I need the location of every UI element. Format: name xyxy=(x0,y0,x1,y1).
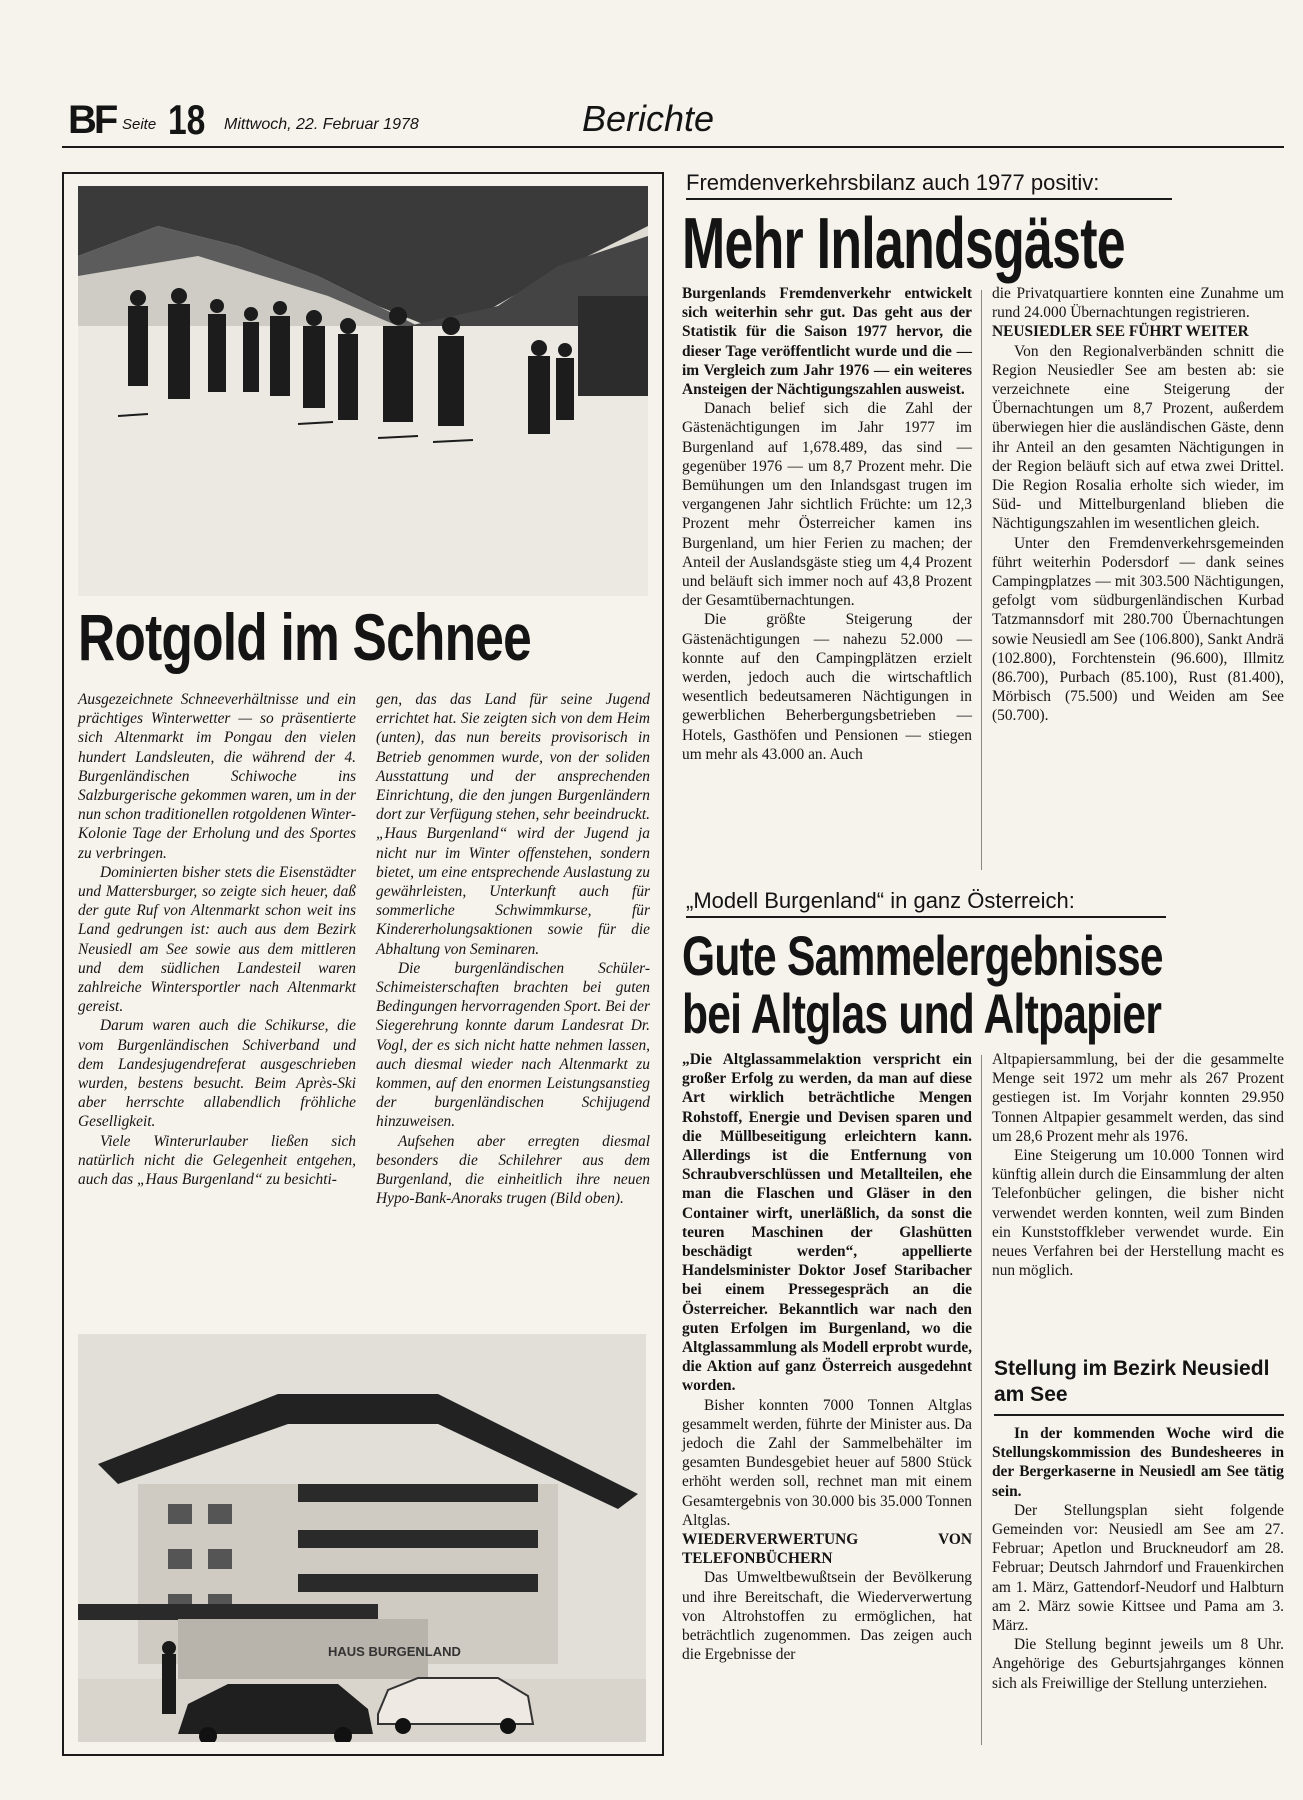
left-para-2: Dominierten bisher stets die Eisenstädter und Mattersburger, so zeigte sich heuer, daß der gute Ruf von Altenmarkt schon weit ins Land gedrungen ist: auch aus dem Bezirk Neusiedl am See sowie aus dem mittleren und dem südlichen Landesteil waren zahlreiche Wintersportler nach Altenmarkt gereist. xyxy=(78,863,356,1016)
tourism-col-2 xyxy=(992,284,1284,726)
tourism-col-1 xyxy=(682,284,972,764)
left-para-4: Viele Winterurlauber ließen sich natürlich nicht die Gelegenheit entgehen, auch das „Haus Burgenland“ zu besichti- xyxy=(78,1132,356,1189)
tourism-para-1: Danach belief sich die Zahl der Gästenächtigungen im Jahr 1977 im Burgenland auf 1,678.489, das sind — gegenüber 1976 — um 8,7 Prozent mehr. Die Bemühungen um den Inlandsgast trugen im vergangenen Jahr sichtlich Früchte: um 12,3 Prozent mehr Österreicher kamen ins Burgenland, um hier Ferien zu machen; der Anteil der Auslandsgäste stieg um 4,4 Prozent und beläuft sich immer noch auf 43,8 Prozent der Gesamtübernachtungen. xyxy=(682,400,972,610)
page-number: 18 xyxy=(168,96,206,143)
newspaper-logo: BF xyxy=(68,98,116,142)
left-para-3: Darum waren auch die Schikurse, die vom Burgenländischen Schiverband und dem Landesjugendreferat ausgeschrieben wurden, bestens besucht. Beim Après-Ski aber herrschte allabendlich fröhliche Geselligkeit. xyxy=(78,1017,356,1131)
tourism-lead: Burgenlands Fremdenverkehr entwickelt sich weiterhin sehr gut. Das geht aus der Statistik für die Saison 1977 hervor, die dieser Tage veröffentlicht wurde und die — im Vergleich zum Jahr 1976 — ein weiteres Ansteigen der Nächtigungszahlen ausweist. xyxy=(682,285,972,399)
left-para-7: Aufsehen aber erregten diesmal besonders die Schilehrer aus dem Burgenland, die einheitlich ihre neuen Hypo-Bank-Anoraks trugen (Bild oben). xyxy=(376,1132,650,1208)
left-article-col-1 xyxy=(78,690,356,1189)
tourism-subhead: NEUSIEDLER SEE FÜHRT WEITER xyxy=(992,323,1249,341)
recycling-headline-line-1: Gute Sammelergebnisse xyxy=(682,924,1163,987)
left-para-5: gen, das das Land für seine Jugend errichtet hat. Sie zeigten sich von dem Heim (unten), das nun bereits provisorisch in Betrieb genommen wurde, von der soliden Ausstattung und der ansprechenden Einrichtung, die den jungen Burgenländern dort zur Verfügung stehen, sehr beeindruckt. „Haus Burgenland“ wird der Jugend ja nicht nur im Winter offenstehen, sondern bietet, um eine entsprechende Auslastung zu gewährleisten, Unterkunft auch für sommerliche Schwimmkurse, für Kindererholungsaktionen sowie für die Abhaltung von Seminaren. xyxy=(376,691,651,958)
haus-burgenland-photo xyxy=(78,1334,646,1742)
recycling-para-3: Altpapiersammlung, bei der die gesammelte Menge seit 1972 um mehr als 267 Prozent gestiegen ist. Im Vorjahr konnten 29.950 Tonnen Altpapier gesammelt werden, das sind um 28,6 Prozent mehr als 1976. xyxy=(992,1051,1284,1145)
column-divider-bottom xyxy=(981,1055,982,1745)
recycling-col-1 xyxy=(682,1050,972,1665)
tourism-col2-intro: die Privatquartiere konnten eine Zunahme um rund 24.000 Übernachtungen registrieren. xyxy=(992,285,1284,322)
military-para-1: Der Stellungsplan sieht folgende Gemeinden vor: Neusiedl am See am 27. Februar; Apetlon und Bruckneudorf am 28. Februar; Deutsch Jahrndorf und Frauenkirchen am 1. März, Gattendorf-Neudorf und Halbturn am 2. März sowie Kittsee und Pama am 3. März. xyxy=(992,1501,1284,1635)
military-col xyxy=(992,1424,1284,1693)
issue-date: Mittwoch, 22. Februar 1978 xyxy=(224,116,419,133)
recycling-subhead: WIEDERVERWERTUNG VON TELEFONBÜCHERN xyxy=(682,1531,972,1568)
section-title: Berichte xyxy=(582,98,715,139)
tourism-headline: Mehr Inlandsgäste xyxy=(682,204,1125,284)
recycling-para-4: Eine Steigerung um 10.000 Tonnen wird künftig allein durch die Einsammlung der alten Telefonbücher gelingen, die bisher nicht verwendet werden konnten, weil zum Binden ein Kunststoffkleber verwendet wurde. Ein neues Verfahren bei der Herstellung macht es nun möglich. xyxy=(992,1147,1284,1280)
tourism-para-3: Von den Regionalverbänden schnitt die Region Neusiedler See am besten ab: sie verzeichnete eine Steigerung der Übernachtungen um 8,7 Prozent, außerdem überwiegen hier die ausländischen Gäste, denn ihr Anteil an den gesamten Nächtigungen in der Region beläuft sich auf etwa zwei Drittel. Die Region Rosalia erholte sich wieder, im Süd- und Mittelburgenland blieben die Nächtigungszahlen im wesentlichen gleich. xyxy=(992,342,1284,533)
masthead xyxy=(62,92,1284,148)
left-headline: Rotgold im Schnee xyxy=(78,600,531,674)
ski-instructors-photo xyxy=(78,186,648,596)
left-article-col-2 xyxy=(376,690,650,1208)
tourism-para-4: Unter den Fremdenverkehrsgemeinden führt weiterhin Podersdorf — dank seines Campingplatzes — mit 303.500 Nächtigungen, gefolgt vom südburgenländischen Kurbad Tatzmannsdorf mit 280.700 Übernachtungen sowie Neusiedl am See (106.800), Sankt Andrä (102.800), Forchtenstein (96.600), Illmitz (86.700), Purbach (85.100), Rust (81.400), Mörbisch (75.500) und Weiden am See (50.700). xyxy=(992,534,1284,725)
recycling-kicker: „Modell Burgenland“ in ganz Österreich: xyxy=(686,888,1166,918)
left-para-1: Ausgezeichnete Schneeverhältnisse und ein prächtiges Winterwetter — so präsentierte sich Altenmarkt im Pongau den vielen hundert Landsleuten, die während der 4. Burgenländischen Schiwoche ins Salzburgerische gekommen waren, um in der nun schon traditionellen rotgoldenen Winter-Kolonie Tage der Erholung und des Sportes zu verbringen. xyxy=(78,691,356,862)
military-headline: Stellung im Bezirk Neusiedl am See xyxy=(994,1356,1284,1416)
military-para-2: Die Stellung beginnt jeweils um 8 Uhr. Angehörige des Geburtsjahrganges können sich als Freiwillige der Stellung unterziehen. xyxy=(992,1636,1284,1692)
building-sign: HAUS BURGENLAND xyxy=(328,1644,461,1659)
page-label: Seite xyxy=(122,116,157,133)
tourism-kicker: Fremdenverkehrsbilanz auch 1977 positiv: xyxy=(686,170,1172,200)
recycling-para-2: Das Umweltbewußtsein der Bevölkerung und ihre Bereitschaft, die Wiederverwertung von Altrohstoffen zu ermöglichen, hat beträchtlich zugenommen. Das zeigen auch die Ergebnisse der xyxy=(682,1569,972,1664)
recycling-lead: „Die Altglassammelaktion verspricht ein großer Erfolg zu werden, da man auf diese Art wirklich beträchtliche Mengen Rohstoff, Energie und Devisen sparen und die Müllbeseitigung erleichtern kann. Allerdings ist die Entfernung von Schraubverschlüssen und Metallteilen, ehe man die Flaschen und Gläser in den Container wirft, unerläßlich, da sonst die teuren Maschinen der Glashütten beschädigt werden“, appellierte Handelsminister Doktor Josef Staribacher bei einem Pressegespräch an die Österreicher. Bekanntlich war nach den guten Erfolgen im Burgenland, wo die Altglassammlung als Modell erprobt wurde, die Aktion auf ganz Österreich ausgedehnt worden. xyxy=(682,1051,973,1395)
recycling-col-2 xyxy=(992,1050,1284,1280)
column-divider-top xyxy=(981,290,982,870)
military-lead: In der kommenden Woche wird die Stellungskommission des Bundesheeres in der Bergerkaserne in Neusiedl am See tätig sein. xyxy=(992,1425,1284,1500)
recycling-para-1: Bisher konnten 7000 Tonnen Altglas gesammelt werden, führte der Minister aus. Da jedoch die Zahl der Sammelbehälter im gesamten Bundesgebiet heuer auf 5800 Stück erhöht werden soll, rechnet man mit einem Gesamtergebnis von 30.000 bis 35.000 Tonnen Altglas. xyxy=(682,1396,972,1529)
recycling-headline-line-2: bei Altglas und Altpapier xyxy=(682,982,1162,1045)
tourism-para-2: Die größte Steigerung der Gästenächtigungen — nahezu 52.000 — konnte auf den Campingplätzen erzielt werden, jedoch auch die wirtschaftlich wesentlich bedeutsameren Nächtigungen in gewerblichen Beherbergungsbetrieben — Hotels, Gasthöfen und Pensionen — stiegen um mehr als 43.000 an. Auch xyxy=(682,611,972,763)
left-para-6: Die burgenländischen Schüler-Schimeisterschaften brachten bei guten Bedingungen hervorragenden Sport. Bei der Siegerehrung konnte darum Landesrat Dr. Vogl, der es sich nicht hatte nehmen lassen, auch diesmal wieder nach Altenmarkt zu kommen, auf den enormen Leistungsanstieg der burgenländischen Schijugend hinzuweisen. xyxy=(376,959,650,1131)
